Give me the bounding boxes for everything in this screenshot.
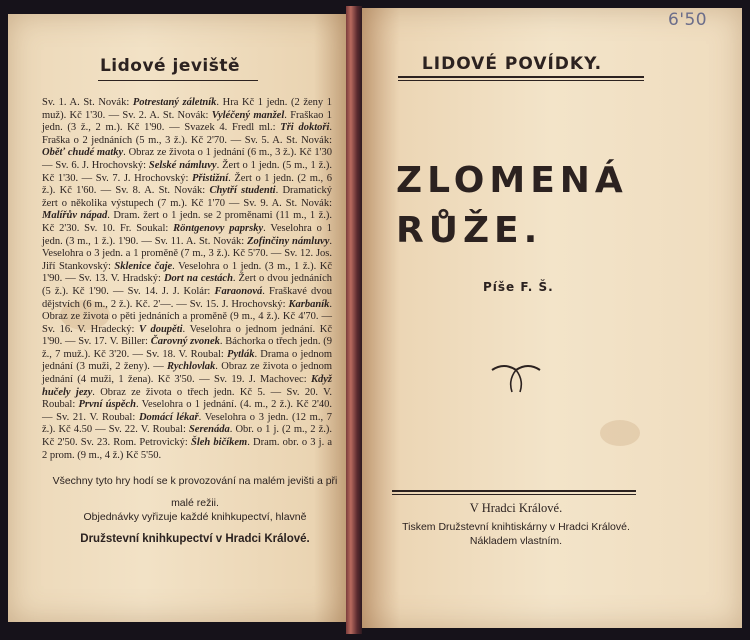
heading-rule	[98, 80, 258, 81]
catalog-text: . Drama o jednom jednání (3 muži, 2 ženy). —	[42, 348, 332, 373]
catalog-note: Všechny tyto hry hodí se k provozování na malém jevišti a při malé režii.	[52, 475, 338, 509]
series-title: LIDOVÉ POVÍDKY.	[421, 54, 603, 74]
imprint-city: V Hradci Králové.	[469, 501, 563, 515]
catalog-text: . Báchorka o třech jedn. (9 ž., 7 muž.). Kč 3'20. — Sv. 18. V. Roubal:	[42, 336, 333, 360]
catalog-text: . Dramatický žert o několika výstupech (7 m.). Kč 1'70 — Sv. 9. A. St. Novák:	[42, 185, 333, 209]
catalog-text: . Obraz ze života o jednom jednání (4 muži, 1 žena). Kč 3'50. — Sv. 19. J. Machovec:	[42, 361, 333, 386]
catalog-text: . Žert o 1 jedn. (5 m., 1 ž.). Kč 1'30. — Sv. 7. J. Hrochovský:	[42, 159, 333, 184]
play-title: Faraonová	[214, 285, 263, 297]
catalog-text: . Veselohra o 3 jedn. (12 m., 7 ž.). Kč 4.50 — Sv. 22. V. Roubal:	[42, 411, 333, 436]
series-rule-bottom	[398, 80, 644, 81]
play-title: Dort na cestách	[163, 273, 233, 285]
catalog-text: . Veselohra o 1 jedn. (3 m., 1 ž.). Kč 1'90. — Sv. 13. V. Hradský:	[42, 260, 332, 285]
catalog-text: . Fraška o 2 jednáních (5 m., 3 ž.). Kč 2'70. — Sv. 5. A. St. Novák:	[42, 122, 332, 146]
play-title: Zofinčiny námluvy	[247, 235, 330, 247]
catalog-text: . Dram. žert o 1 jedn. se 2 proměnami (11 m., 1 ž.). Kč 2'30. Sv. 10. Fr. Soukal:	[42, 210, 332, 234]
catalog-text: . Obr. o 1 j. (2 m., 2 ž.). Kč 2'50. Sv. 23. Rom. Petrovický:	[42, 424, 332, 449]
play-title: Vyléčený manžel	[211, 109, 285, 121]
catalog-text: . Fraškavé dvou dějstvích (6 m., 2 ž.). Kč. 2'—. — Sv. 15. J. Hrochovský:	[42, 285, 332, 310]
series-rule-top	[398, 76, 644, 78]
author-line: Píše F. Š.	[483, 280, 554, 294]
play-title: Přistižní	[191, 172, 229, 184]
play-title: Domácí lékař	[138, 411, 199, 423]
catalog-text: . Dram. obr. o 3 j. a 2 prom. (9 m., 4 ž.) Kč 5'50.	[42, 437, 333, 461]
book-title-line-1: ZLOMENÁ	[396, 160, 628, 201]
catalog-text: . Žert o dvou jednáních (5 ž.). Kč 1'90. — Sv. 14. J. J. Kolár:	[42, 273, 332, 297]
play-title: Tři doktoři	[280, 122, 330, 134]
bookshop-name: Družstevní knihkupectví v Hradci Králové.	[80, 533, 310, 545]
play-title: Oběť chudé matky	[42, 147, 124, 159]
imprint-printer: Tiskem Družstevní knihtiskárny v Hradci Králové.	[402, 521, 630, 533]
play-title: Chytří studenti	[209, 185, 276, 197]
play-title: Sklenice čaje	[114, 260, 173, 272]
handwritten-price: 6'50	[668, 10, 708, 30]
play-title: Čarovný zvonek	[150, 336, 220, 348]
play-title: V doupěti	[139, 323, 183, 335]
book-title-line-2: RŮŽE.	[396, 210, 543, 251]
left-page-heading: Lidové jeviště	[99, 56, 241, 76]
paper-stain	[600, 420, 640, 446]
play-title: Když hučely jezy	[42, 374, 332, 398]
catalog-text: . Veselohra o 3 jedn. a 1 proměně (7 m., 3 ž.). Kč 5'70. — Sv. 12. Jos. Jiří Stankovský:	[42, 235, 332, 272]
imprint-rule-bottom	[392, 494, 636, 495]
catalog-text: . Veselohra o jednom jednání. Kč 1'90. — Sv. 17. V. Biller:	[42, 323, 332, 348]
play-title: Malířův nápad	[42, 210, 108, 222]
imprint-rule-top	[392, 490, 636, 492]
play-catalog	[42, 97, 332, 462]
order-info: Objednávky vyřizuje každé knihkupectví, hlavně	[83, 511, 307, 523]
catalog-text: . Obraz ze života o pěti jednáních a proměně (9 m., 4 ž.). Kč 4'70. — Sv. 16. V. Hradecký:	[42, 298, 332, 335]
ornament-icon	[488, 360, 544, 394]
catalog-text: . Fraškao 1 jedn. (3 ž., 2 m.). Kč 1'90. — Svazek 4. Fredl ml.:	[42, 109, 332, 134]
book-spine	[346, 6, 362, 634]
play-title: Potrestaný záletník	[132, 97, 217, 108]
catalog-text: . Hra Kč 1 jedn. (2 ženy 1 muž). Kč 1'30. — Sv. 2. A. St. Novák:	[42, 97, 332, 121]
play-title: Karbaník	[288, 298, 330, 310]
imprint-publisher: Nákladem vlastním.	[469, 535, 563, 547]
play-title: Pytlák	[227, 348, 255, 360]
catalog-text: Sv. 1. A. St. Novák:	[42, 97, 133, 108]
catalog-text: . Obraz ze života o 1 jednání (6 m., 3 ž.). Kč 1'30 — Sv. 6. J. Hrochovský:	[42, 147, 332, 171]
catalog-text: . Obraz ze života o třech jedn. Kč 5. — Sv. 20. V. Roubal:	[42, 386, 332, 411]
catalog-text: . Žert o 1 jedn. (2 m., 6 ž.). Kč 1'60. — Sv. 8. A. St. Novák:	[42, 172, 333, 197]
play-title: Röntgenovy paprsky	[173, 222, 264, 234]
play-title: Serenáda	[188, 424, 230, 436]
play-title: Šleh bičíkem	[191, 437, 248, 449]
play-title: Selské námluvy	[148, 159, 217, 171]
catalog-text: . Veselohra o 1 jedn. (3 m., 1 ž.). 1'90. — Sv. 11. A. St. Novák:	[42, 222, 332, 247]
catalog-text: . Veselohra o 1 jednání. (4. m., 2 ž.). Kč 2'40. — Sv. 21. V. Roubal:	[42, 399, 333, 423]
play-title: Rychlovlak	[167, 361, 216, 373]
play-title: První úspěch	[78, 399, 136, 411]
